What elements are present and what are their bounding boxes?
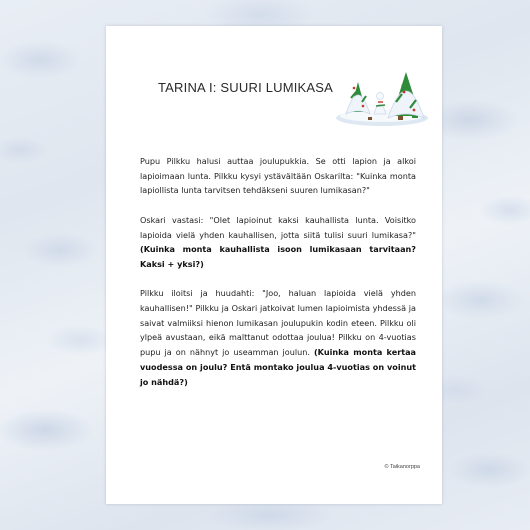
paragraph-3-text: Pilkku iloitsi ja huudahti: "Joo, haluan lapioida vielä yhden kauhallisen!" Pilkku ja Oskari jatkoivat lumen lapioimista yhdessä ja saivat valmiiksi hienon lumikasan joulupukin kodin eteen. Pilkku oli ylpeä avustaan, eikä malttanut odottaa joulua! Pilkku on 4-vuotias pupu ja on nähnyt jo useamman joulun. [140,288,416,358]
paragraph-3-question: (Kuinka monta kertaa vuodessa on joulu? Entä montako joulua 4-vuotias on voinut jo nähdä?) [140,347,416,387]
paragraph-2 [140,213,416,272]
paragraph-3 [140,286,416,389]
paragraph-1-text: Pupu Pilkku halusi auttaa joulupukkia. Se otti lapion ja alkoi lapioimaan lunta. Pilkku kysyi ystävältään Oskarilta: "Kuinka monta lapiollista lunta tarvitsen tehdäkseni suuren lumikasan?" [140,156,416,196]
snowy-trees-icon [332,62,428,126]
copyright-notice: © Taikanorppa [384,464,420,470]
page-title: TARINA I: SUURI LUMIKASA [158,80,334,95]
paragraph-1 [140,154,416,198]
story-text [140,154,416,404]
paragraph-2-question: (Kuinka monta kauhallista isoon lumikasaan tarvitaan? Kaksi + yksi?) [140,244,416,269]
story-page [106,26,442,504]
paragraph-2-text: Oskari vastasi: "Olet lapioinut kaksi kauhallista lunta. Voisitko lapioida vielä yhden kauhallisen, jotta siitä tulisi suuri lumikasa?" [140,214,416,240]
